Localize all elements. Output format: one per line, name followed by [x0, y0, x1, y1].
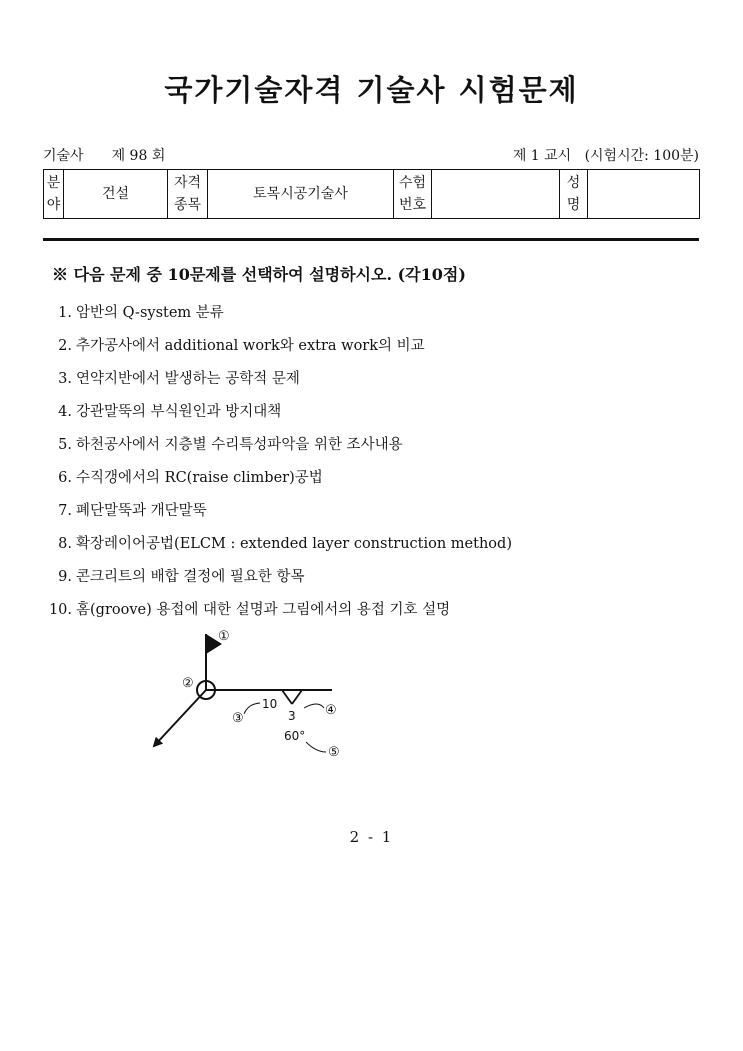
question-item — [40, 534, 700, 567]
question-item — [40, 567, 700, 600]
weld-depth-label: 3 — [288, 709, 296, 723]
question-text: 추가공사에서 additional work와 extra work의 비교 — [76, 338, 425, 354]
v-groove-symbol — [282, 690, 302, 704]
name-label: 성 명 — [560, 170, 588, 219]
exam-number-label: 수험 번호 — [394, 170, 432, 219]
question-item — [40, 369, 700, 402]
question-number: 2. — [58, 338, 72, 354]
exam-meta-right — [513, 145, 699, 165]
question-item — [40, 600, 700, 633]
question-item — [40, 468, 700, 501]
leader-curve-4 — [304, 704, 324, 708]
question-text: 폐단말뚝과 개단말뚝 — [76, 503, 207, 519]
question-text: 하천공사에서 지층별 수리특성파악을 위한 조사내용 — [76, 437, 403, 453]
question-number: 4. — [58, 404, 72, 420]
question-number: 10. — [48, 602, 72, 618]
exam-time: (시험시간: 100분) — [584, 148, 699, 164]
question-number: 9. — [58, 569, 72, 585]
arrow-line — [154, 690, 206, 746]
question-text: 연약지반에서 발생하는 공학적 문제 — [76, 371, 300, 387]
question-number: 6. — [58, 470, 72, 486]
question-number: 5. — [58, 437, 72, 453]
question-number: 7. — [58, 503, 72, 519]
leader-curve-3 — [244, 703, 260, 714]
question-item — [40, 501, 700, 534]
qualification-label: 자격 종목 — [168, 170, 208, 219]
exam-info-table — [43, 169, 700, 219]
exam-session: 제 1 교시 — [512, 148, 572, 164]
header-divider — [43, 238, 699, 241]
question-item — [40, 303, 700, 336]
question-number: 3. — [58, 371, 72, 387]
exam-meta-left — [43, 145, 165, 165]
question-item — [40, 435, 700, 468]
exam-number-field[interactable] — [432, 170, 560, 219]
question-number: 8. — [58, 536, 72, 552]
marker-1: ① — [218, 629, 230, 644]
qualification-value: 토목시공기술사 — [208, 170, 394, 219]
marker-4: ④ — [325, 703, 337, 718]
weld-length-label: 10 — [262, 697, 278, 711]
weld-symbol-figure — [140, 622, 370, 772]
exam-category: 기술사 — [43, 148, 84, 164]
leader-curve-5 — [306, 742, 326, 752]
marker-5: ⑤ — [328, 745, 340, 760]
question-item — [40, 336, 700, 369]
marker-3: ③ — [232, 711, 244, 726]
question-text: 콘크리트의 배합 결정에 필요한 항목 — [76, 569, 305, 585]
exam-round: 제 98 회 — [111, 148, 166, 164]
question-text: 홈(groove) 용접에 대한 설명과 그림에서의 용접 기호 설명 — [76, 602, 451, 618]
question-text: 확장레이어공법(ELCM : extended layer construction method) — [76, 536, 512, 552]
instruction-text: ※ 다음 문제 중 10문제를 선택하여 설명하시오. (각10점) — [52, 265, 466, 284]
weld-angle-label: 60° — [284, 729, 306, 743]
name-field[interactable] — [588, 170, 700, 219]
field-value: 건설 — [64, 170, 168, 219]
question-number: 1. — [58, 305, 72, 321]
question-text: 강관말뚝의 부식원인과 방지대책 — [76, 404, 282, 420]
question-list — [40, 303, 700, 633]
exam-meta-row — [43, 145, 699, 167]
marker-2: ② — [182, 676, 194, 691]
page-title: 국가기술자격 기술사 시험문제 — [164, 73, 579, 107]
question-item — [40, 402, 700, 435]
field-label: 분 야 — [44, 170, 64, 219]
question-text: 수직갱에서의 RC(raise climber)공법 — [76, 470, 323, 486]
page-number: 2 - 1 — [349, 828, 394, 846]
question-text: 암반의 Q-system 분류 — [76, 305, 224, 321]
